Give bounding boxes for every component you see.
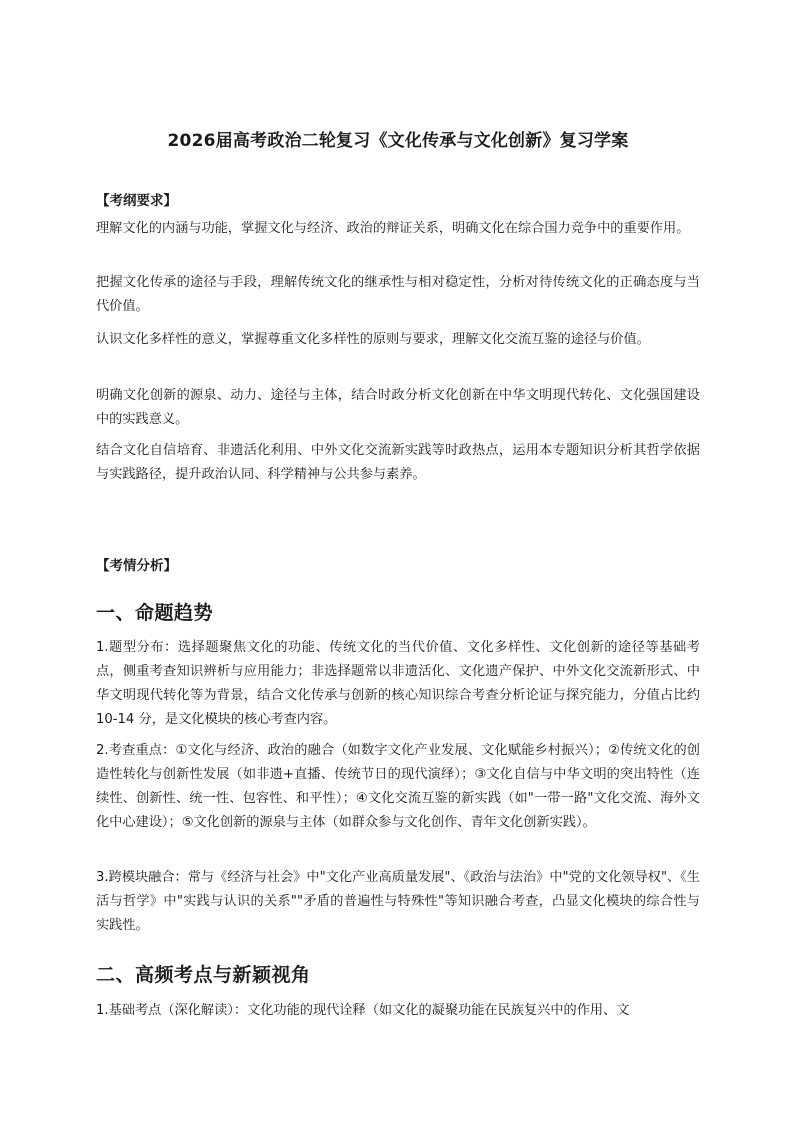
- syllabus-item-5: 结合文化自信培育、非遗活化利用、中外文化交流新实践等时政热点，运用本专题知识分析其哲学依据与实践路径，提升政治认同、科学精神与公共参与素养。: [96, 443, 700, 482]
- syllabus-item-4: 明确文化创新的源泉、动力、途径与主体，结合时政分析文化创新在中华文明现代转化、文化强国建设中的实践意义。: [96, 388, 700, 427]
- trend-item-1: 1.题型分布：选择题聚焦文化的功能、传统文化的当代价值、文化多样性、文化创新的途径等基础考点，侧重考查知识辨析与应用能力；非选择题常以非遗活化、文化遗产保护、中外文化交流新形式、中华文明现代转化等为背景，结合文化传承与创新的核心知识综合考查分析论证与探究能力，分值占比约10-14 分，是文化模块的核心考查内容。: [96, 640, 700, 727]
- section-heading-trend: 一、命题趋势: [96, 602, 214, 624]
- trend-item-2: 2.考查重点：①文化与经济、政治的融合（如数字文化产业发展、文化赋能乡村振兴）；②传统文化的创造性转化与创新性发展（如非遗+直播、传统节日的现代演绎）；③文化自信与中华文明的突出特性（连续性、创新性、统一性、包容性、和平性）；④文化交流互鉴的新实践（如"一带一路"文化交流、海外文化中心建设）；⑤文化创新的源泉与主体（如群众参与文化创作、青年文化创新实践）。: [96, 743, 700, 830]
- highfreq-item-1: 1.基础考点（深化解读）：文化功能的现代诠释（如文化的凝聚功能在民族复兴中的作用、文: [96, 1003, 630, 1018]
- section-heading-highfreq: 二、高频考点与新颖视角: [96, 964, 311, 986]
- syllabus-item-1: 理解文化的内涵与功能，掌握文化与经济、政治的辩证关系，明确文化在综合国力竞争中的重要作用。: [96, 221, 690, 236]
- syllabus-label: 【考纲要求】: [96, 193, 177, 209]
- syllabus-item-3: 认识文化多样性的意义，掌握尊重文化多样性的原则与要求，理解文化交流互鉴的途径与价值。: [96, 332, 650, 347]
- syllabus-item-2: 把握文化传承的途径与手段，理解传统文化的继承性与相对稳定性，分析对待传统文化的正确态度与当代价值。: [96, 275, 700, 314]
- document-title: 2026届高考政治二轮复习《文化传承与文化创新》复习学案: [167, 131, 629, 151]
- trend-item-3: 3.跨模块融合：常与《经济与社会》中"文化产业高质量发展"、《政治与法治》中"党的文化领导权"、《生活与哲学》中"实践与认识的关系""矛盾的普遍性与特殊性"等知识融合考查，凸显文化模块的综合性与实践性。: [96, 870, 700, 933]
- analysis-label: 【考情分析】: [96, 558, 177, 574]
